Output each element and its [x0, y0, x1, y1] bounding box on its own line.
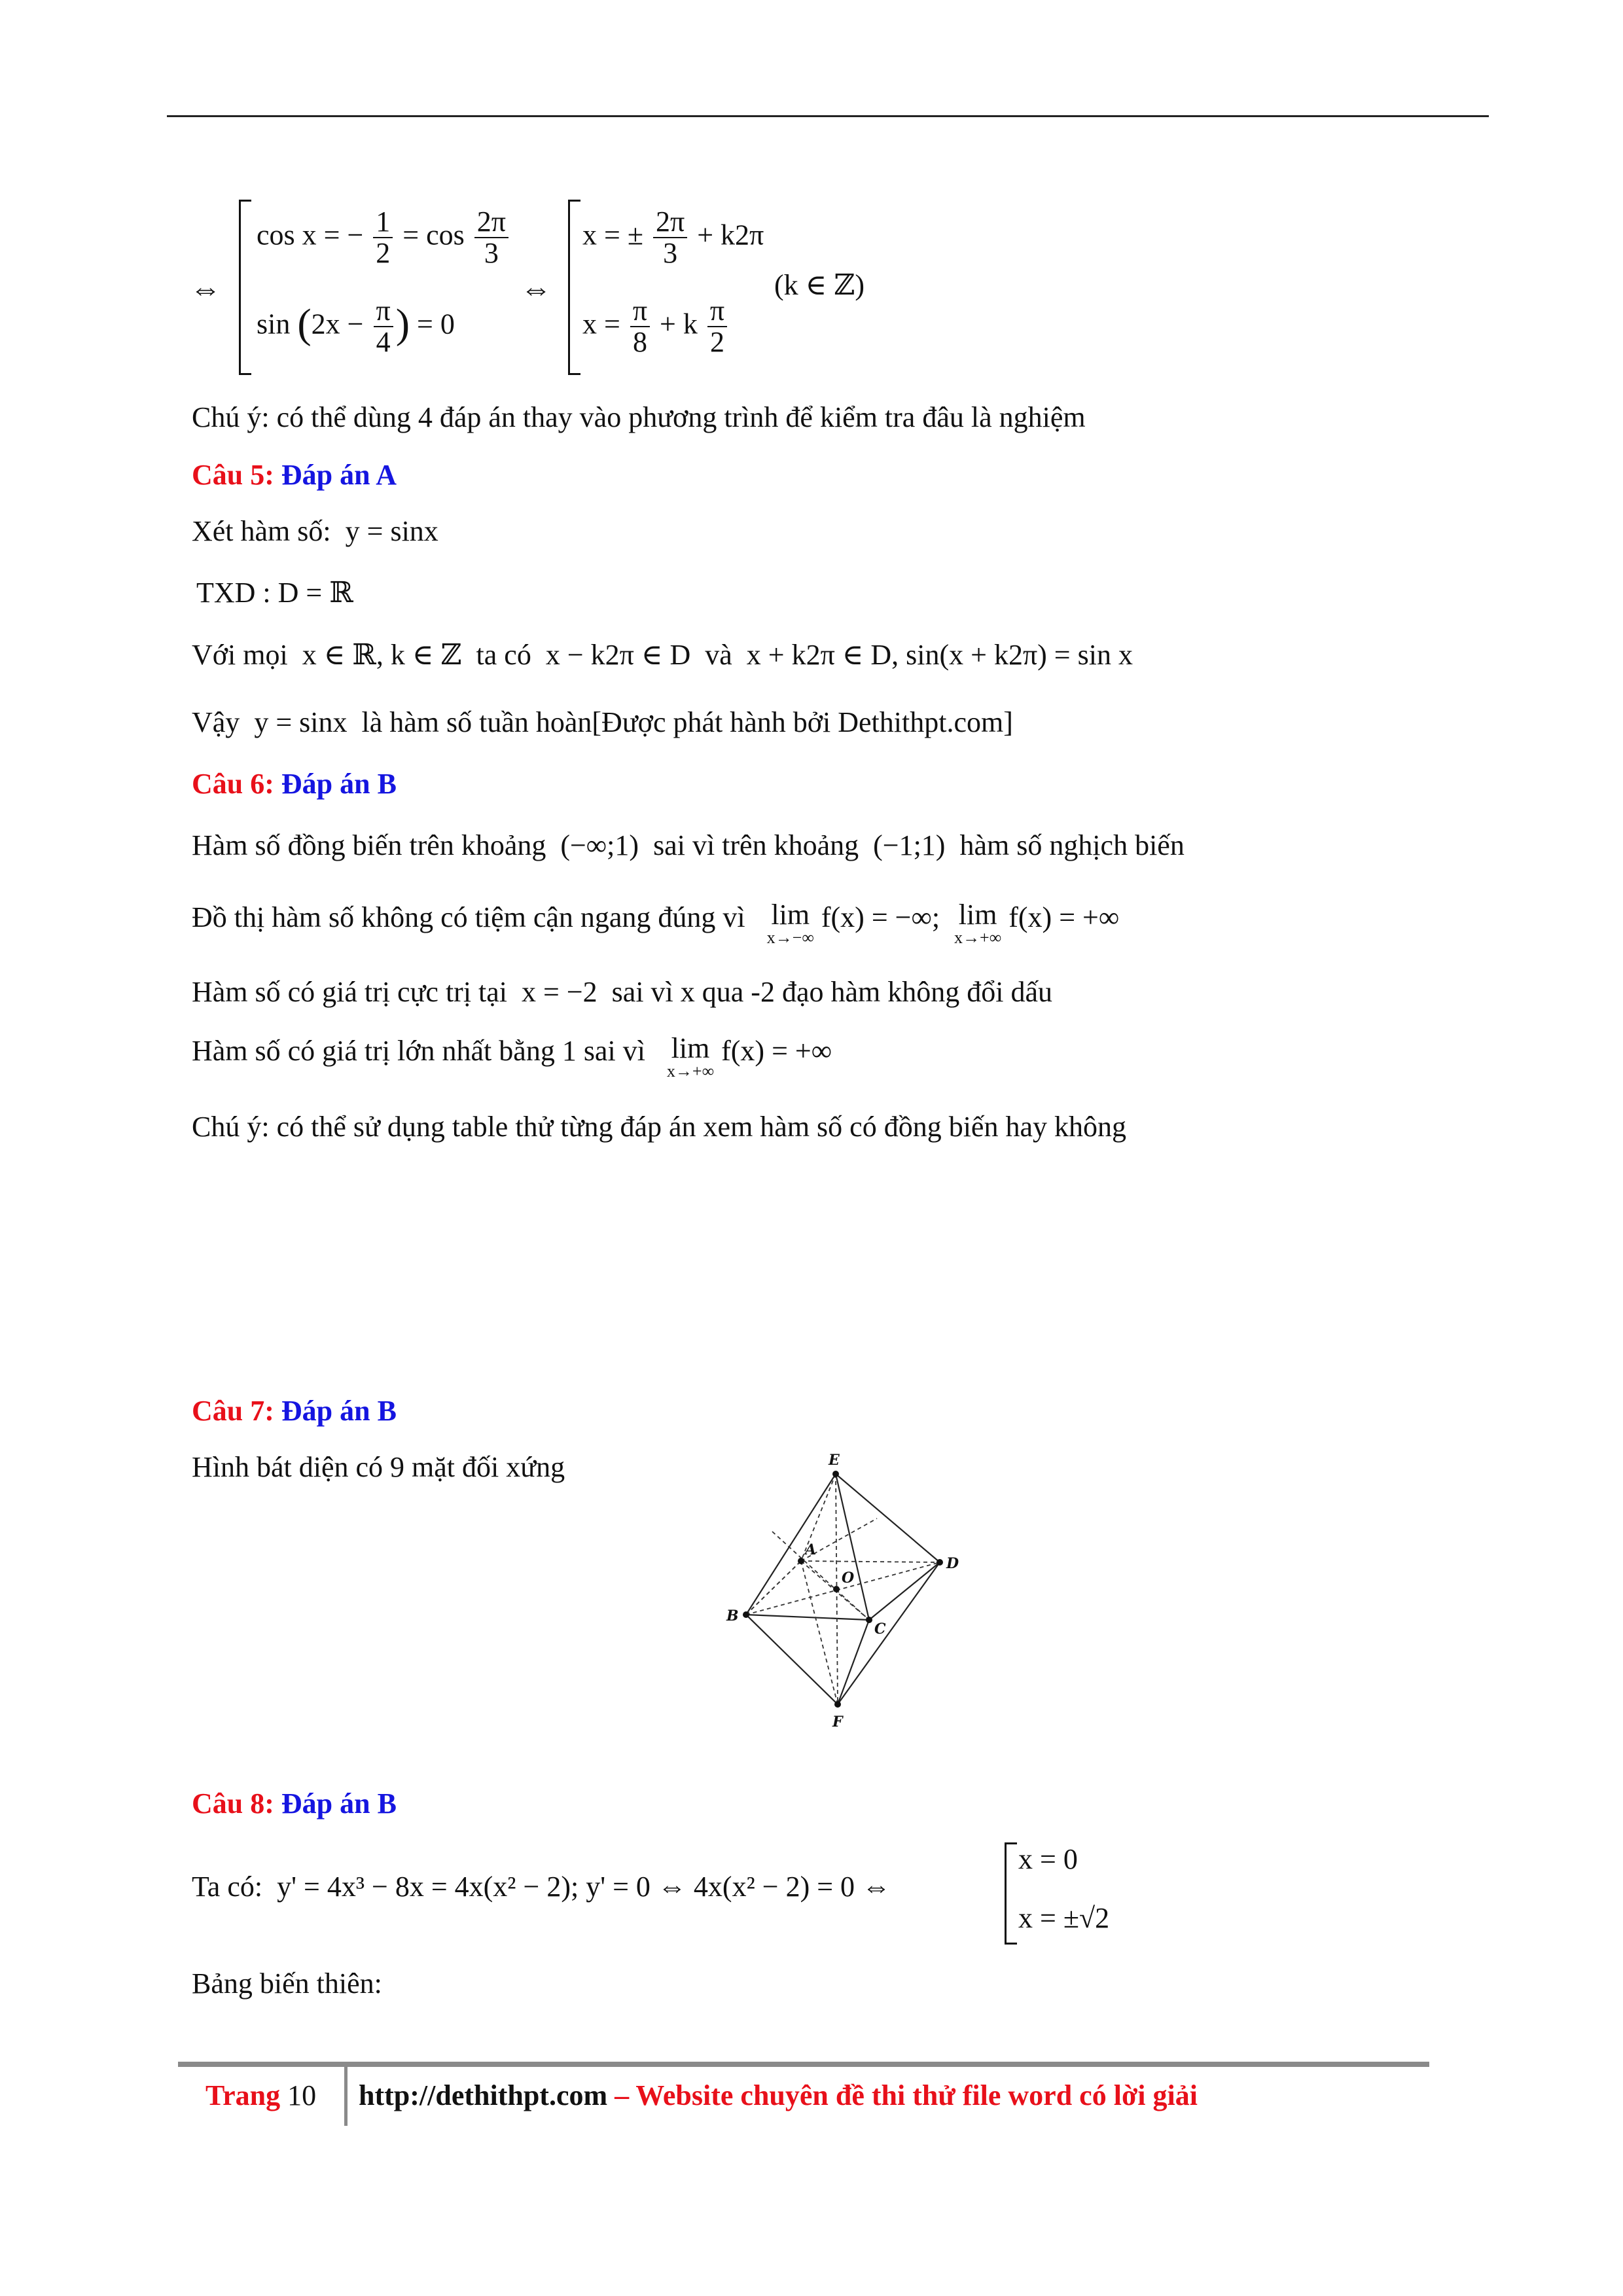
footer-site: http://dethithpt.com – Website chuyên đề thi thử file word có lời giải — [359, 2079, 1198, 2111]
k-condition: (k ∈ ℤ) — [774, 269, 865, 301]
bracket-left-2 — [568, 200, 580, 375]
q8-header: Câu 8: Đáp án B — [192, 1787, 397, 1820]
q6-line-1: Hàm số đồng biến trên khoảng (−∞;1) sai vì trên khoảng (−1;1) hàm số nghịch biến — [192, 829, 1185, 861]
bracket-left-1 — [239, 200, 251, 375]
q5-line-1: Xét hàm số: y = sinx — [192, 515, 438, 547]
footer-rule — [178, 2062, 1429, 2067]
label-C: C — [874, 1621, 886, 1638]
q8-line-1: Ta có: y' = 4x³ − 8x = 4x(x² − 2); y' = 0 ⇔ 4x(x² − 2) = 0 ⇔ — [192, 1871, 891, 1903]
label-B: B — [726, 1607, 739, 1624]
label-O: O — [842, 1570, 855, 1587]
q5-header: Câu 5: Đáp án A — [192, 459, 397, 491]
eq-case-2: sin (2x − $\frac{\pi}{4}$ ) = 0 — [257, 295, 455, 359]
eq-solution-2: x = $\frac{\pi}{8}$ + k $\frac{\pi}{2}$ — [582, 296, 730, 357]
footer-divider — [344, 2067, 348, 2126]
iff-symbol-1: ⇔ — [190, 272, 221, 306]
q7-header: Câu 7: Đáp án B — [192, 1395, 397, 1427]
bracket-q8 — [1005, 1842, 1017, 1945]
footer-url[interactable]: http://dethithpt.com — [359, 2079, 608, 2111]
q6-header: Câu 6: Đáp án B — [192, 768, 397, 800]
q6-note: Chú ý: có thể sử dụng table thử từng đáp án xem hàm số có đồng biến hay không — [192, 1111, 1126, 1143]
label-A: A — [805, 1541, 817, 1558]
q7-line-1: Hình bát diện có 9 mặt đối xứng — [192, 1451, 565, 1483]
label-F: F — [832, 1713, 843, 1731]
q6-line-3: Hàm số có giá trị cực trị tại x = −2 sai vì x qua -2 đạo hàm không đổi dấu — [192, 976, 1052, 1008]
iff-symbol-2: ⇔ — [520, 272, 552, 306]
label-E: E — [829, 1452, 840, 1469]
q8-solution-1: x = 0 — [1018, 1843, 1078, 1875]
q8-solution-2: x = ±√2 — [1018, 1902, 1110, 1934]
q5-line-3: Với mọi x ∈ ℝ, k ∈ ℤ ta có x − k2π ∈ D và x + k2π ∈ D, sin(x + k2π) = sin x — [192, 639, 1133, 671]
note-1: Chú ý: có thể dùng 4 đáp án thay vào phương trình để kiểm tra đâu là nghiệm — [192, 401, 1086, 433]
q5-line-2: TXD : D = ℝ — [196, 577, 353, 609]
q6-line-4: Hàm số có giá trị lớn nhất bằng 1 sai vì lim x→+∞ f(x) = +∞ — [192, 1032, 832, 1081]
q6-line-2: Đồ thị hàm số không có tiệm cận ngang đúng vì lim x→−∞ f(x) = −∞; lim x→+∞ f(x) = +∞ — [192, 899, 1120, 947]
eq-case-1: cos x = − $\frac{1}{2}$ = cos $\frac{2\pi}{3}$ — [257, 207, 511, 268]
footer-page: Trang 10 — [205, 2079, 317, 2111]
label-D: D — [946, 1555, 959, 1572]
eq-solution-1: x = ± $\frac{2\pi}{3}$ + k2π — [582, 206, 764, 270]
top-rule — [167, 115, 1489, 117]
octahedron-figure — [707, 1446, 982, 1734]
q5-line-4: Vậy y = sinx là hàm số tuần hoàn[Được phát hành bởi Dethithpt.com] — [192, 706, 1013, 738]
q8-line-2: Bảng biến thiên: — [192, 1967, 382, 2000]
